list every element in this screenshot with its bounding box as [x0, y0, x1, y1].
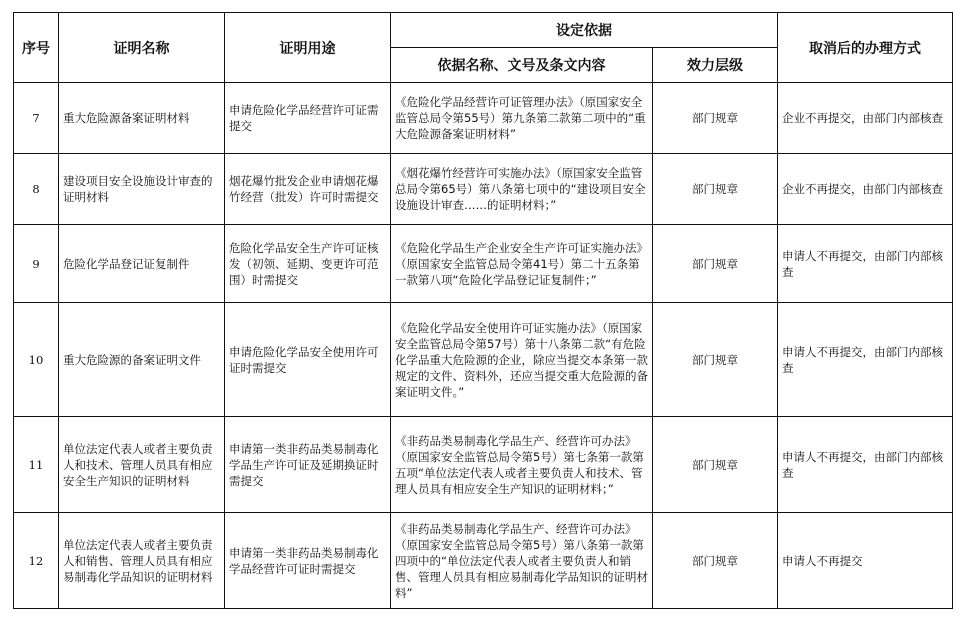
row-level: 部门规章 [653, 83, 778, 154]
row-name: 危险化学品登记证复制件 [59, 225, 225, 303]
row-use: 烟花爆竹批发企业申请烟花爆竹经营（批发）许可时需提交 [225, 154, 391, 225]
header-level: 效力层级 [653, 48, 778, 83]
row-name: 建设项目安全设施设计审查的证明材料 [59, 154, 225, 225]
certificate-table [13, 12, 953, 609]
header-basis-content: 依据名称、文号及条文内容 [391, 48, 653, 83]
row-after: 申请人不再提交，由部门内部核查 [778, 225, 953, 303]
row-basis: 《烟花爆竹经营许可实施办法》（原国家安全监管总局令第65号）第八条第七项中的“建设项目安全设施设计审查……的证明材料；” [391, 154, 653, 225]
header-basis: 设定依据 [391, 13, 778, 48]
row-use: 申请第一类非药品类易制毒化学品经营许可证时需提交 [225, 513, 391, 609]
row-use: 申请第一类非药品类易制毒化学品生产许可证及延期换证时需提交 [225, 417, 391, 513]
row-after: 企业不再提交，由部门内部核查 [778, 83, 953, 154]
row-basis: 《危险化学品经营许可证管理办法》（原国家安全监管总局令第55号）第九条第二款第二项中的“重大危险源备案证明材料” [391, 83, 653, 154]
table-row [14, 417, 953, 513]
header-after: 取消后的办理方式 [778, 13, 953, 83]
row-basis: 《非药品类易制毒化学品生产、经营许可办法》（原国家安全监管总局令第5号）第七条第一款第五项“单位法定代表人或者主要负责人和技术、管理人员具有相应安全生产知识的证明材料；” [391, 417, 653, 513]
table-row [14, 154, 953, 225]
row-basis: 《危险化学品安全使用许可证实施办法》（原国家安全监管总局令第57号）第十八条第二款“有危险化学品重大危险源的企业，除应当提交本条第一款规定的文件、资料外，还应当提交重大危险源的备案证明文件。” [391, 303, 653, 417]
row-seq: 8 [14, 154, 59, 225]
row-level: 部门规章 [653, 303, 778, 417]
row-name: 重大危险源备案证明材料 [59, 83, 225, 154]
table-row [14, 513, 953, 609]
header-use: 证明用途 [225, 13, 391, 83]
row-after: 申请人不再提交，由部门内部核查 [778, 303, 953, 417]
row-basis: 《非药品类易制毒化学品生产、经营许可办法》（原国家安全监管总局令第5号）第八条第一款第四项中的“单位法定代表人或者主要负责人和销售、管理人员具有相应易制毒化学品知识的证明材料” [391, 513, 653, 609]
row-level: 部门规章 [653, 225, 778, 303]
row-name: 单位法定代表人或者主要负责人和销售、管理人员具有相应易制毒化学品知识的证明材料 [59, 513, 225, 609]
row-after: 企业不再提交，由部门内部核查 [778, 154, 953, 225]
row-seq: 10 [14, 303, 59, 417]
row-seq: 9 [14, 225, 59, 303]
row-name: 单位法定代表人或者主要负责人和技术、管理人员具有相应安全生产知识的证明材料 [59, 417, 225, 513]
row-use: 申请危险化学品经营许可证需提交 [225, 83, 391, 154]
row-seq: 7 [14, 83, 59, 154]
row-after: 申请人不再提交，由部门内部核查 [778, 417, 953, 513]
row-seq: 12 [14, 513, 59, 609]
table-row [14, 303, 953, 417]
row-level: 部门规章 [653, 513, 778, 609]
row-use: 危险化学品安全生产许可证核发（初领、延期、变更许可范围）时需提交 [225, 225, 391, 303]
row-seq: 11 [14, 417, 59, 513]
table-row [14, 83, 953, 154]
header-name: 证明名称 [59, 13, 225, 83]
row-level: 部门规章 [653, 154, 778, 225]
header-seq: 序号 [14, 13, 59, 83]
row-after: 申请人不再提交 [778, 513, 953, 609]
row-level: 部门规章 [653, 417, 778, 513]
table-row [14, 225, 953, 303]
row-name: 重大危险源的备案证明文件 [59, 303, 225, 417]
row-use: 申请危险化学品安全使用许可证时需提交 [225, 303, 391, 417]
row-basis: 《危险化学品生产企业安全生产许可证实施办法》（原国家安全监管总局令第41号）第二十五条第一款第八项“危险化学品登记证复制件；” [391, 225, 653, 303]
